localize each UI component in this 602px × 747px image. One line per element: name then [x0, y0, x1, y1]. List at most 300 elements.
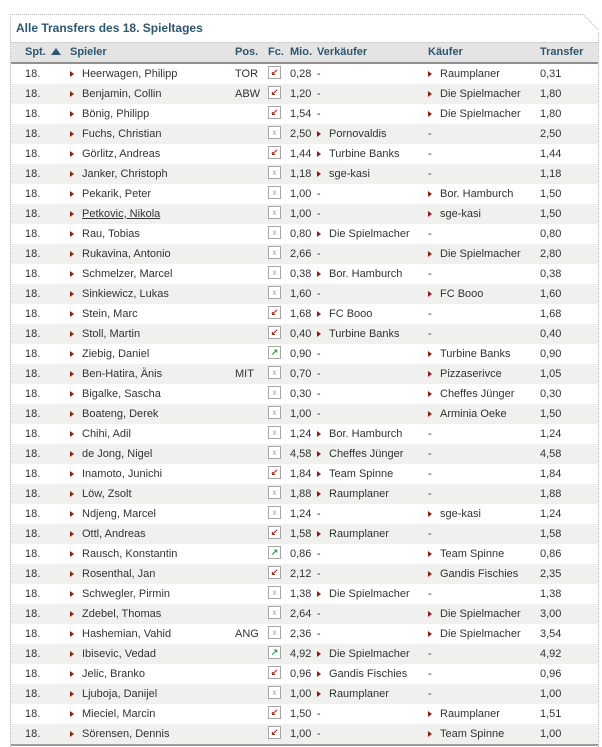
- player-link[interactable]: Schwegler, Pirmin: [82, 587, 171, 600]
- form-up-icon: ↗: [268, 646, 281, 659]
- player-cell: [70, 664, 235, 684]
- player-link[interactable]: Bönig, Philipp: [82, 107, 150, 120]
- market-value: 1,20: [290, 84, 317, 104]
- club-link[interactable]: Raumplaner: [329, 687, 389, 700]
- player-link[interactable]: Chihi, Adil: [82, 427, 131, 440]
- panel-corner-decoration: [582, 14, 599, 31]
- player-link[interactable]: Sinkiewicz, Lukas: [82, 287, 169, 300]
- market-value: 1,00: [290, 204, 317, 224]
- club-link[interactable]: Die Spielmacher: [329, 647, 410, 660]
- form-neutral-icon: x: [268, 486, 281, 499]
- table-row: [11, 84, 598, 104]
- club-link[interactable]: Gandis Fischies: [329, 667, 408, 680]
- seller-cell: [317, 664, 428, 684]
- club-link[interactable]: Team Spinne: [440, 547, 505, 560]
- buyer-cell: [428, 344, 540, 364]
- form-cell: [268, 404, 290, 424]
- position-value: TOR: [235, 63, 268, 84]
- club-link[interactable]: Team Spinne: [440, 727, 505, 740]
- table-header-row: [11, 43, 598, 63]
- player-link[interactable]: Jelic, Branko: [82, 667, 145, 680]
- table-row: [11, 584, 598, 604]
- table-row: [11, 284, 598, 304]
- no-club-dash: -: [428, 147, 432, 160]
- no-club-dash: -: [317, 287, 321, 300]
- player-cell: [70, 304, 235, 324]
- spieltag-value: 18.: [11, 404, 70, 424]
- transfers-table: [11, 42, 598, 746]
- club-bullet-icon: [428, 511, 432, 517]
- form-cell: [268, 244, 290, 264]
- club-link[interactable]: Team Spinne: [329, 467, 394, 480]
- player-link[interactable]: Petkovic, Nikola: [82, 207, 161, 220]
- spieltag-value: 18.: [11, 184, 70, 204]
- club-link[interactable]: Turbine Banks: [329, 327, 400, 340]
- transfer-value: 0,38: [540, 264, 598, 284]
- position-value: [235, 224, 268, 244]
- player-cell: [70, 684, 235, 704]
- panel-title: Alle Transfers des 18. Spieltages: [16, 21, 203, 35]
- player-link[interactable]: Rukavina, Antonio: [82, 247, 171, 260]
- buyer-cell: [428, 524, 540, 544]
- form-cell: [268, 364, 290, 384]
- player-cell: [70, 324, 235, 344]
- buyer-cell: [428, 104, 540, 124]
- player-bullet-icon: [70, 131, 74, 137]
- spieltag-value: 18.: [11, 144, 70, 164]
- spieltag-value: 18.: [11, 424, 70, 444]
- column-header-kaeufer[interactable]: Käufer: [428, 43, 540, 63]
- player-cell: [70, 284, 235, 304]
- table-row: [11, 684, 598, 704]
- transfer-value: 1,68: [540, 304, 598, 324]
- table-row: [11, 164, 598, 184]
- form-cell: [268, 604, 290, 624]
- column-header-transfer[interactable]: Transfer: [540, 43, 598, 63]
- spieltag-value: 18.: [11, 664, 70, 684]
- player-link[interactable]: Sörensen, Dennis: [82, 727, 170, 740]
- player-link[interactable]: Löw, Zsolt: [82, 487, 132, 500]
- transfer-value: 0,40: [540, 324, 598, 344]
- player-link[interactable]: Zdebel, Thomas: [82, 607, 162, 620]
- club-link[interactable]: Die Spielmacher: [440, 107, 521, 120]
- club-link[interactable]: Bor. Hamburch: [440, 187, 514, 200]
- table-row: [11, 344, 598, 364]
- club-bullet-icon: [428, 91, 432, 97]
- club-link[interactable]: sge-kasi: [440, 507, 481, 520]
- transfer-value: 2,50: [540, 124, 598, 144]
- form-down-icon: ↙: [268, 306, 281, 319]
- club-bullet-icon: [317, 271, 321, 277]
- market-value: 1,18: [290, 164, 317, 184]
- club-bullet-icon: [428, 191, 432, 197]
- spieltag-value: 18.: [11, 604, 70, 624]
- position-value: [235, 164, 268, 184]
- club-bullet-icon: [317, 671, 321, 677]
- spieltag-value: 18.: [11, 524, 70, 544]
- buyer-cell: [428, 264, 540, 284]
- position-value: [235, 684, 268, 704]
- column-header-pos[interactable]: Pos.: [235, 43, 268, 63]
- form-cell: [268, 504, 290, 524]
- position-value: [235, 504, 268, 524]
- player-cell: [70, 724, 235, 745]
- player-link[interactable]: Ben-Hatira, Änis: [82, 367, 163, 380]
- form-down-icon: ↙: [268, 466, 281, 479]
- club-link[interactable]: Die Spielmacher: [440, 627, 521, 640]
- buyer-cell: [428, 284, 540, 304]
- player-bullet-icon: [70, 571, 74, 577]
- player-link[interactable]: Ziebig, Daniel: [82, 347, 150, 360]
- form-neutral-icon: x: [268, 386, 281, 399]
- club-bullet-icon: [428, 731, 432, 737]
- transfer-value: 1,05: [540, 364, 598, 384]
- club-link[interactable]: Pizzaserivce: [440, 367, 502, 380]
- buyer-cell: [428, 584, 540, 604]
- form-neutral-icon: x: [268, 166, 281, 179]
- table-row: [11, 704, 598, 724]
- spieltag-value: 18.: [11, 564, 70, 584]
- form-down-icon: ↙: [268, 666, 281, 679]
- club-bullet-icon: [317, 531, 321, 537]
- form-neutral-icon: x: [268, 626, 281, 639]
- player-bullet-icon: [70, 311, 74, 317]
- spieltag-value: 18.: [11, 244, 70, 264]
- no-club-dash: -: [428, 267, 432, 280]
- player-bullet-icon: [70, 431, 74, 437]
- form-cell: [268, 124, 290, 144]
- market-value: 2,66: [290, 244, 317, 264]
- player-link[interactable]: Fuchs, Christian: [82, 127, 162, 140]
- seller-cell: [317, 324, 428, 344]
- club-bullet-icon: [317, 151, 321, 157]
- spieltag-value: 18.: [11, 204, 70, 224]
- transfer-table-body: [11, 63, 598, 745]
- form-cell: [268, 524, 290, 544]
- seller-cell: [317, 484, 428, 504]
- transfer-value: 1,84: [540, 464, 598, 484]
- buyer-cell: [428, 564, 540, 584]
- no-club-dash: -: [428, 427, 432, 440]
- table-row: [11, 604, 598, 624]
- club-link[interactable]: Raumplaner: [329, 487, 389, 500]
- spieltag-value: 18.: [11, 304, 70, 324]
- position-value: [235, 464, 268, 484]
- position-value: MIT: [235, 364, 268, 384]
- player-link[interactable]: Inamoto, Junichi: [82, 467, 163, 480]
- club-link[interactable]: Cheffes Jünger: [440, 387, 515, 400]
- no-club-dash: -: [428, 307, 432, 320]
- club-link[interactable]: Raumplaner: [440, 67, 500, 80]
- transfer-value: 1,18: [540, 164, 598, 184]
- no-club-dash: -: [317, 707, 321, 720]
- club-bullet-icon: [428, 411, 432, 417]
- table-row: [11, 264, 598, 284]
- player-link[interactable]: Boateng, Derek: [82, 407, 159, 420]
- club-link[interactable]: Arminia Oeke: [440, 407, 507, 420]
- column-header-verkaeufer[interactable]: Verkäufer: [317, 43, 428, 63]
- club-link[interactable]: sge-kasi: [440, 207, 481, 220]
- player-cell: [70, 144, 235, 164]
- column-header-mio[interactable]: Mio.: [290, 43, 317, 63]
- player-bullet-icon: [70, 111, 74, 117]
- seller-cell: [317, 724, 428, 745]
- club-bullet-icon: [428, 611, 432, 617]
- form-cell: [268, 324, 290, 344]
- form-neutral-icon: x: [268, 426, 281, 439]
- form-cell: [268, 544, 290, 564]
- transfer-value: 1,88: [540, 484, 598, 504]
- club-link[interactable]: Raumplaner: [440, 707, 500, 720]
- player-link[interactable]: Hashemian, Vahid: [82, 627, 172, 640]
- form-cell: [268, 704, 290, 724]
- seller-cell: [317, 464, 428, 484]
- buyer-cell: [428, 184, 540, 204]
- transfer-value: 2,35: [540, 564, 598, 584]
- player-cell: [70, 84, 235, 104]
- player-bullet-icon: [70, 591, 74, 597]
- column-header-spieler[interactable]: Spieler: [70, 43, 235, 63]
- buyer-cell: [428, 664, 540, 684]
- player-link[interactable]: Ibisevic, Vedad: [82, 647, 156, 660]
- seller-cell: [317, 524, 428, 544]
- player-bullet-icon: [70, 211, 74, 217]
- no-club-dash: -: [428, 687, 432, 700]
- seller-cell: [317, 284, 428, 304]
- form-down-icon: ↙: [268, 326, 281, 339]
- no-club-dash: -: [317, 407, 321, 420]
- transfer-value: 3,00: [540, 604, 598, 624]
- player-bullet-icon: [70, 151, 74, 157]
- seller-cell: [317, 304, 428, 324]
- player-link[interactable]: Janker, Christoph: [82, 167, 168, 180]
- club-link[interactable]: Die Spielmacher: [440, 87, 521, 100]
- form-cell: [268, 344, 290, 364]
- position-value: [235, 604, 268, 624]
- club-link[interactable]: FC Booo: [440, 287, 484, 300]
- spieltag-value: 18.: [11, 684, 70, 704]
- club-bullet-icon: [317, 431, 321, 437]
- club-bullet-icon: [428, 111, 432, 117]
- form-cell: [268, 464, 290, 484]
- transfer-value: 0,86: [540, 544, 598, 564]
- form-down-icon: ↙: [268, 146, 281, 159]
- seller-cell: [317, 124, 428, 144]
- form-cell: [268, 724, 290, 745]
- player-cell: [70, 204, 235, 224]
- club-bullet-icon: [428, 71, 432, 77]
- market-value: 1,38: [290, 584, 317, 604]
- buyer-cell: [428, 204, 540, 224]
- club-link[interactable]: Turbine Banks: [440, 347, 511, 360]
- form-cell: [268, 644, 290, 664]
- club-link[interactable]: Raumplaner: [329, 527, 389, 540]
- table-row: [11, 384, 598, 404]
- form-neutral-icon: x: [268, 126, 281, 139]
- spieltag-value: 18.: [11, 484, 70, 504]
- transfer-value: 1,80: [540, 104, 598, 124]
- seller-cell: [317, 384, 428, 404]
- buyer-cell: [428, 244, 540, 264]
- buyer-cell: [428, 484, 540, 504]
- player-link[interactable]: Stein, Marc: [82, 307, 138, 320]
- buyer-cell: [428, 63, 540, 84]
- buyer-cell: [428, 464, 540, 484]
- table-row: [11, 224, 598, 244]
- seller-cell: [317, 444, 428, 464]
- player-link[interactable]: Rosenthal, Jan: [82, 567, 156, 580]
- seller-cell: [317, 624, 428, 644]
- club-link[interactable]: Pornovaldis: [329, 127, 387, 140]
- player-cell: [70, 704, 235, 724]
- column-header-spt[interactable]: [11, 43, 70, 63]
- player-link[interactable]: Mieciel, Marcin: [82, 707, 156, 720]
- player-link[interactable]: de Jong, Nigel: [82, 447, 153, 460]
- position-value: [235, 704, 268, 724]
- form-down-icon: ↙: [268, 566, 281, 579]
- spieltag-value: 18.: [11, 284, 70, 304]
- form-cell: [268, 63, 290, 84]
- player-link[interactable]: Benjamin, Collin: [82, 87, 162, 100]
- form-neutral-icon: x: [268, 206, 281, 219]
- transfer-value: 1,80: [540, 84, 598, 104]
- table-row: [11, 63, 598, 84]
- form-cell: [268, 104, 290, 124]
- market-value: 1,84: [290, 464, 317, 484]
- player-bullet-icon: [70, 471, 74, 477]
- spieltag-value: 18.: [11, 63, 70, 84]
- player-bullet-icon: [70, 731, 74, 737]
- player-bullet-icon: [70, 511, 74, 517]
- player-bullet-icon: [70, 531, 74, 537]
- club-link[interactable]: FC Booo: [329, 307, 373, 320]
- seller-cell: [317, 644, 428, 664]
- seller-cell: [317, 564, 428, 584]
- player-cell: [70, 544, 235, 564]
- no-club-dash: -: [317, 387, 321, 400]
- club-link[interactable]: Bor. Hamburch: [329, 427, 403, 440]
- no-club-dash: -: [428, 447, 432, 460]
- spieltag-value: 18.: [11, 84, 70, 104]
- player-cell: [70, 264, 235, 284]
- player-link[interactable]: Ndjeng, Marcel: [82, 507, 156, 520]
- no-club-dash: -: [317, 67, 321, 80]
- club-bullet-icon: [317, 491, 321, 497]
- position-value: [235, 324, 268, 344]
- player-link[interactable]: Pekarik, Peter: [82, 187, 152, 200]
- position-value: [235, 344, 268, 364]
- player-bullet-icon: [70, 251, 74, 257]
- position-value: ABW: [235, 84, 268, 104]
- player-cell: [70, 584, 235, 604]
- player-cell: [70, 124, 235, 144]
- spieltag-value: 18.: [11, 444, 70, 464]
- spieltag-value: 18.: [11, 384, 70, 404]
- market-value: 0,70: [290, 364, 317, 384]
- player-link[interactable]: Rau, Tobias: [82, 227, 140, 240]
- form-down-icon: ↙: [268, 66, 281, 79]
- player-cell: [70, 104, 235, 124]
- column-header-fc[interactable]: Fc.: [268, 43, 290, 63]
- transfer-value: 0,30: [540, 384, 598, 404]
- form-neutral-icon: x: [268, 266, 281, 279]
- player-link[interactable]: Stoll, Martin: [82, 327, 141, 340]
- no-club-dash: -: [317, 547, 321, 560]
- club-link[interactable]: Die Spielmacher: [329, 587, 410, 600]
- table-row: [11, 304, 598, 324]
- buyer-cell: [428, 324, 540, 344]
- club-bullet-icon: [428, 251, 432, 257]
- form-cell: [268, 144, 290, 164]
- market-value: 0,86: [290, 544, 317, 564]
- no-club-dash: -: [317, 187, 321, 200]
- player-link[interactable]: Bigalke, Sascha: [82, 387, 161, 400]
- form-neutral-icon: x: [268, 366, 281, 379]
- player-bullet-icon: [70, 671, 74, 677]
- transfer-value: 4,92: [540, 644, 598, 664]
- club-link[interactable]: Cheffes Jünger: [329, 447, 404, 460]
- player-cell: [70, 644, 235, 664]
- form-down-icon: ↙: [268, 706, 281, 719]
- table-row: [11, 444, 598, 464]
- no-club-dash: -: [317, 607, 321, 620]
- seller-cell: [317, 184, 428, 204]
- player-link[interactable]: Ottl, Andreas: [82, 527, 146, 540]
- club-bullet-icon: [428, 571, 432, 577]
- buyer-cell: [428, 504, 540, 524]
- position-value: [235, 664, 268, 684]
- spieltag-value: 18.: [11, 644, 70, 664]
- spieltag-value: 18.: [11, 724, 70, 745]
- player-link[interactable]: Rausch, Konstantin: [82, 547, 178, 560]
- seller-cell: [317, 704, 428, 724]
- spieltag-value: 18.: [11, 544, 70, 564]
- market-value: 0,40: [290, 324, 317, 344]
- club-link[interactable]: Bor. Hamburch: [329, 267, 403, 280]
- club-link[interactable]: Die Spielmacher: [329, 227, 410, 240]
- buyer-cell: [428, 304, 540, 324]
- table-row: [11, 124, 598, 144]
- player-bullet-icon: [70, 651, 74, 657]
- market-value: 2,12: [290, 564, 317, 584]
- seller-cell: [317, 164, 428, 184]
- seller-cell: [317, 504, 428, 524]
- seller-cell: [317, 404, 428, 424]
- seller-cell: [317, 544, 428, 564]
- transfer-value: 1,00: [540, 684, 598, 704]
- transfer-value: 4,58: [540, 444, 598, 464]
- player-link[interactable]: Görlitz, Andreas: [82, 147, 161, 160]
- seller-cell: [317, 684, 428, 704]
- club-bullet-icon: [317, 311, 321, 317]
- position-value: [235, 404, 268, 424]
- player-link[interactable]: Heerwagen, Philipp: [82, 67, 178, 80]
- market-value: 1,44: [290, 144, 317, 164]
- position-value: [235, 424, 268, 444]
- player-cell: [70, 484, 235, 504]
- player-link[interactable]: Ljuboja, Danijel: [82, 687, 158, 700]
- club-link[interactable]: Die Spielmacher: [440, 607, 521, 620]
- player-link[interactable]: Schmelzer, Marcel: [82, 267, 173, 280]
- transfer-value: 1,50: [540, 204, 598, 224]
- club-link[interactable]: Gandis Fischies: [440, 567, 519, 580]
- buyer-cell: [428, 624, 540, 644]
- club-link[interactable]: Die Spielmacher: [440, 247, 521, 260]
- club-link[interactable]: sge-kasi: [329, 167, 370, 180]
- market-value: 1,00: [290, 404, 317, 424]
- club-link[interactable]: Turbine Banks: [329, 147, 400, 160]
- spieltag-value: 18.: [11, 584, 70, 604]
